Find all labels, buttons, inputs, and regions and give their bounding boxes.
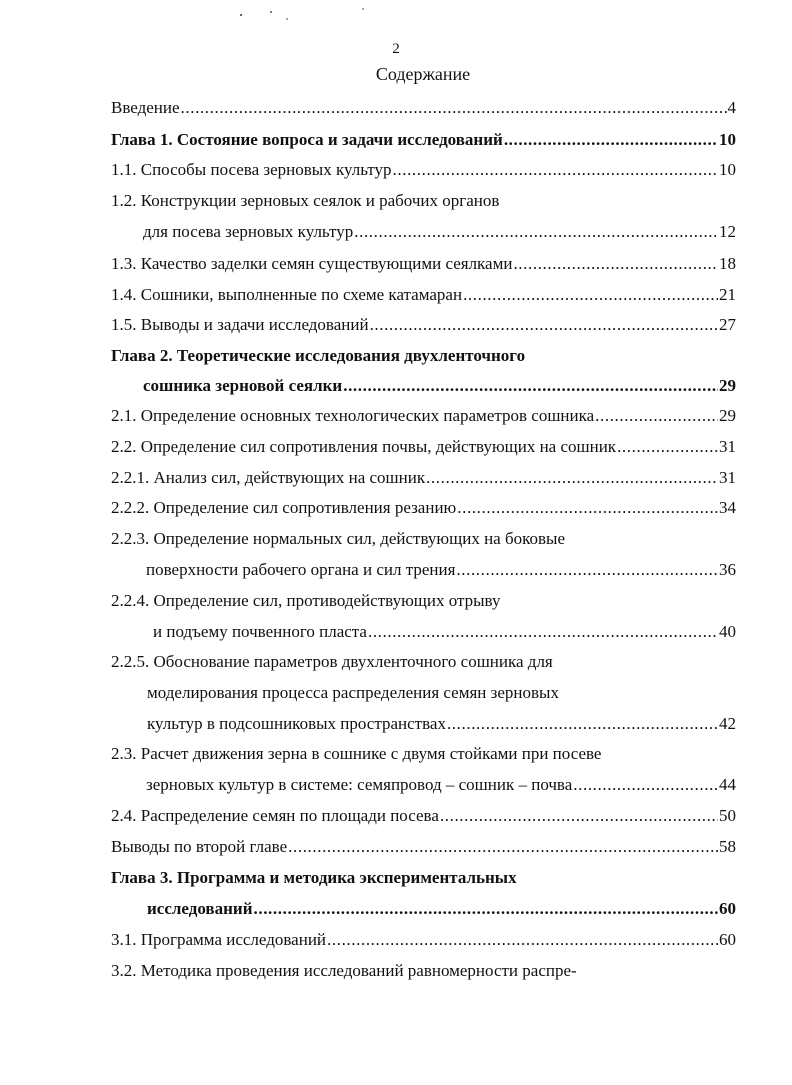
leader-dots [457,497,718,519]
toc-entry-page: 60 [719,899,736,918]
toc-entry-2-2-5-line1: 2.2.5. Обоснование параметров двухленточного сошника для [111,652,553,671]
leader-dots [354,221,718,243]
toc-entry-text: сошника зерновой сеялки [143,376,343,395]
toc-entry-chapter-3[interactable] [147,898,736,920]
leader-dots [254,898,719,920]
toc-entry-page: 31 [719,437,736,456]
toc-entry-text: Введение [111,98,180,117]
toc-entry-chapter-2[interactable] [143,375,736,397]
leader-dots [343,375,718,397]
leader-dots [573,774,718,796]
scan-specks [0,0,792,40]
toc-entry-text: 1.1. Способы посева зерновых культур [111,160,392,179]
toc-entry-1-2-line1: 1.2. Конструкции зерновых сеялок и рабочих органов [111,191,500,210]
toc-entry-2-2-5-line2: моделирования процесса распределения семян зерновых [147,683,559,702]
toc-entry-text: 2.2.1. Анализ сил, действующих на сошник [111,468,426,487]
toc-entry-page: 44 [719,775,736,794]
toc-entry-text: 1.3. Качество заделки семян существующими сеялками [111,254,513,273]
leader-dots [513,253,718,275]
leader-dots [456,559,718,581]
toc-entry-2-2-4-line1: 2.2.4. Определение сил, противодействующих отрыву [111,591,501,610]
toc-entry-intro[interactable] [111,97,736,119]
toc-entry-text: 2.4. Распределение семян по площади посева [111,806,439,825]
toc-entry-page: 10 [719,130,736,149]
toc-entry-1-4[interactable] [111,284,736,306]
toc-entry-2-2-3-line1: 2.2.3. Определение нормальных сил, действующих на боковые [111,529,566,548]
leader-dots [370,314,718,336]
toc-entry-page: 4 [727,98,736,117]
page-number: 2 [392,41,400,57]
toc-entry-page: 10 [719,160,736,179]
toc-entry-conclusions-2[interactable] [111,836,736,858]
toc-entry-1-1[interactable] [111,159,736,181]
toc-entry-page: 58 [719,837,736,856]
toc-entry-text: Глава 1. Состояние вопроса и задачи исследований [111,130,503,149]
toc-entry-3-2-line1: 3.2. Методика проведения исследований равномерности распре- [111,961,577,980]
toc-entry-2-4[interactable] [111,805,736,827]
leader-dots [288,836,718,858]
toc-entry-page: 31 [719,468,736,487]
toc-entry-page: 12 [719,222,736,241]
toc-entry-chapter-3-line1: Глава 3. Программа и методика экспериментальных [111,868,517,887]
page-title: Содержание [375,64,471,84]
toc-entry-page: 34 [719,498,736,517]
toc-entry-chapter-1[interactable] [111,129,736,151]
toc-entry-text: исследований [147,899,253,918]
toc-entry-text: культур в подсошниковых пространствах [147,714,446,733]
toc-entry-2-3[interactable] [146,774,736,796]
leader-dots [181,97,727,119]
toc-entry-text: и подъему почвенного пласта [153,622,367,641]
toc-entry-text: 2.2. Определение сил сопротивления почвы, действующих на сошник [111,437,617,456]
toc-entry-text: 2.2.2. Определение сил сопротивления резанию [111,498,457,517]
leader-dots [327,929,718,951]
toc-entry-text: поверхности рабочего органа и сил трения [146,560,456,579]
toc-entry-2-2-2[interactable] [111,497,736,519]
toc-entry-page: 60 [719,930,736,949]
toc-entry-text: для посева зерновых культур [143,222,354,241]
toc-entry-3-1[interactable] [111,929,736,951]
leader-dots [440,805,718,827]
toc-entry-1-3[interactable] [111,253,736,275]
toc-entry-page: 18 [719,254,736,273]
leader-dots [595,405,718,427]
toc-entry-2-2[interactable] [111,436,736,458]
leader-dots [447,713,718,735]
leader-dots [426,467,718,489]
leader-dots [393,159,718,181]
toc-entry-page: 29 [719,376,736,395]
toc-entry-chapter-2-line1: Глава 2. Теоретические исследования двухленточного [111,346,526,365]
toc-entry-text: 3.1. Программа исследований [111,930,327,949]
toc-entry-text: зерновых культур в системе: семяпровод – сошник – почва [146,775,573,794]
toc-entry-text: 1.4. Сошники, выполненные по схеме катамаран [111,285,463,304]
toc-entry-2-2-1[interactable] [111,467,736,489]
leader-dots [617,436,718,458]
toc-entry-page: 27 [719,315,736,334]
toc-entry-page: 21 [719,285,736,304]
toc-entry-page: 29 [719,406,736,425]
leader-dots [463,284,718,306]
toc-entry-page: 40 [719,622,736,641]
toc-entry-1-5[interactable] [111,314,736,336]
toc-entry-2-2-3[interactable] [146,559,736,581]
toc-entry-2-2-5[interactable] [147,713,736,735]
toc-entry-page: 42 [719,714,736,733]
toc-entry-text: 2.1. Определение основных технологических параметров сошника [111,406,595,425]
toc-entry-2-3-line1: 2.3. Расчет движения зерна в сошнике с двумя стойками при посеве [111,744,602,763]
toc-entry-text: Выводы по второй главе [111,837,288,856]
toc-entry-text: 1.5. Выводы и задачи исследований [111,315,369,334]
toc-entry-page: 50 [719,806,736,825]
toc-entry-1-2[interactable] [143,221,736,243]
toc-entry-2-1[interactable] [111,405,736,427]
toc-entry-page: 36 [719,560,736,579]
toc-entry-2-2-4[interactable] [153,621,736,643]
leader-dots [368,621,718,643]
leader-dots [504,129,718,151]
